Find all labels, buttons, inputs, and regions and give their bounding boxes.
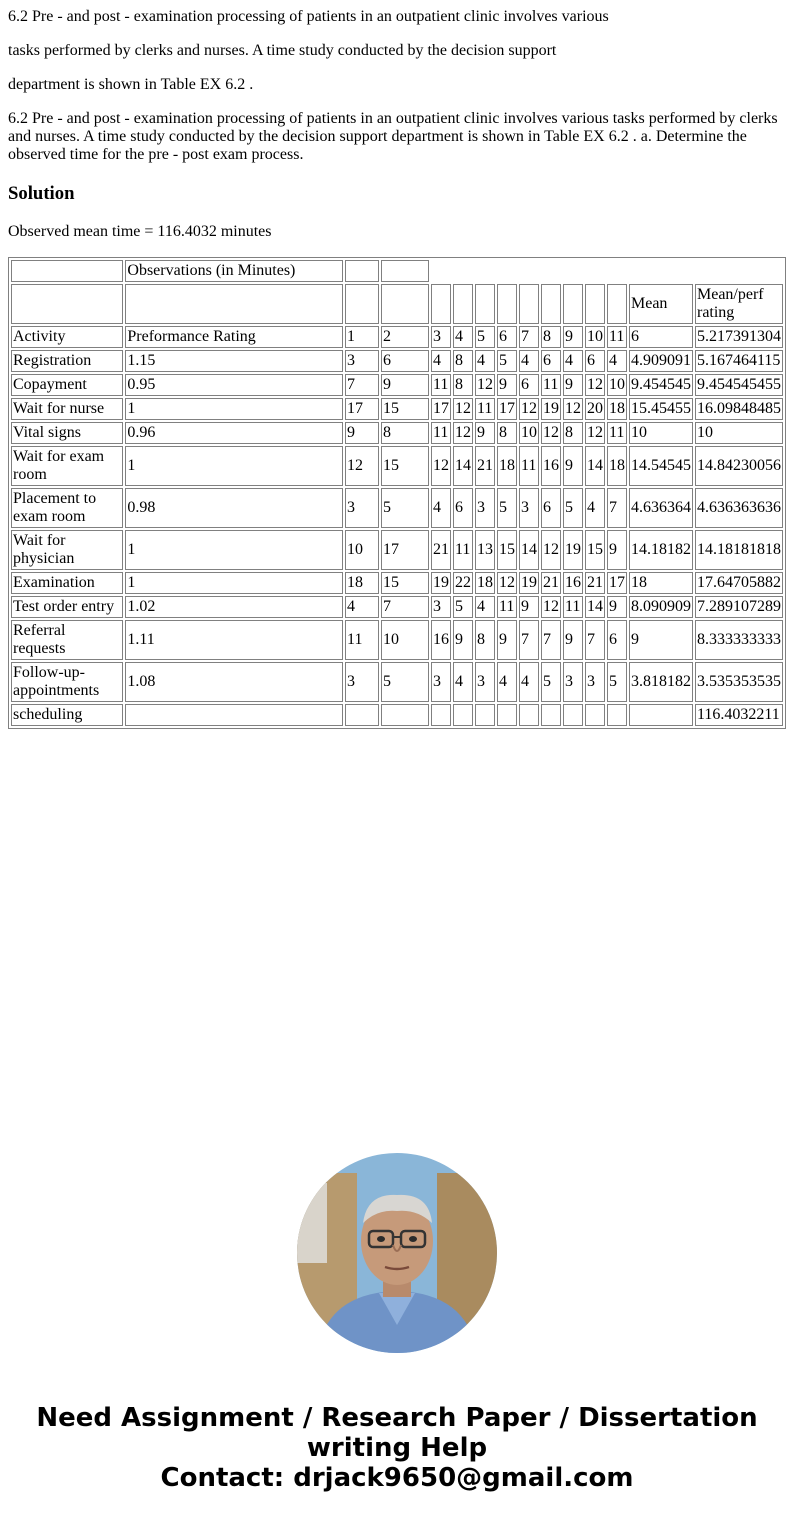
banner-contact: Contact: drjack9650@gmail.com [160, 1463, 634, 1493]
table-cell: 3.535353535 [695, 662, 783, 702]
table-row [11, 620, 783, 660]
table-cell: 12 [563, 398, 583, 420]
table-header-row-1 [11, 260, 783, 282]
table-cell: 7 [541, 620, 561, 660]
table-cell [497, 704, 517, 726]
table-cell: 17 [497, 398, 517, 420]
table-cell [381, 704, 429, 726]
table-cell: 0.96 [125, 422, 343, 444]
table-row [11, 572, 783, 594]
table-cell: 8 [453, 374, 473, 396]
table-row [11, 704, 783, 726]
table-cell: 11 [475, 398, 495, 420]
table-cell: 14.18182 [629, 530, 693, 570]
table-cell: 15 [497, 530, 517, 570]
table-cell: 4 [585, 488, 605, 528]
table-cell: 5 [563, 488, 583, 528]
table-cell: 5 [453, 596, 473, 618]
table-cell: 3 [563, 662, 583, 702]
table-cell: 1 [125, 572, 343, 594]
table-cell: 7 [585, 620, 605, 660]
question-line-3: department is shown in Table EX 6.2 . [8, 76, 254, 93]
table-cell: 18 [497, 446, 517, 486]
table-cell: 16.09848485 [695, 398, 783, 420]
table-cell: 2 [381, 326, 429, 348]
table-cell [431, 704, 451, 726]
table-cell [345, 704, 379, 726]
table-cell: 21 [541, 572, 561, 594]
table-cell: 17 [607, 572, 627, 594]
table-cell: 5.217391304 [695, 326, 783, 348]
table-cell: 19 [541, 398, 561, 420]
table-cell: Wait for nurse [11, 398, 123, 420]
table-cell: 4 [475, 350, 495, 372]
table-cell: 5 [475, 326, 495, 348]
table-cell: 1 [125, 446, 343, 486]
table-cell [475, 704, 495, 726]
table-cell: 11 [607, 326, 627, 348]
table-cell: 12 [345, 446, 379, 486]
table-cell: 9.454545 [629, 374, 693, 396]
table-cell: 11 [431, 422, 451, 444]
table-cell: 5 [497, 350, 517, 372]
table-cell: 4 [475, 596, 495, 618]
table-cell: 1 [125, 398, 343, 420]
table-cell [125, 284, 343, 324]
table-cell: 6 [381, 350, 429, 372]
table-cell: Referral requests [11, 620, 123, 660]
table-cell: 5 [381, 662, 429, 702]
question-line-1: 6.2 Pre - and post - examination processing of patients in an outpatient clinic involves various [8, 8, 609, 25]
table-cell: 9 [497, 374, 517, 396]
table-cell: 12 [431, 446, 451, 486]
table-cell: 15 [381, 398, 429, 420]
table-cell [541, 284, 561, 324]
table-cell: Preformance Rating [125, 326, 343, 348]
table-cell: 9 [519, 596, 539, 618]
table-cell: 15.45455 [629, 398, 693, 420]
table-row [11, 530, 783, 570]
table-cell: Activity [11, 326, 123, 348]
table-cell: 18 [475, 572, 495, 594]
table-cell: 19 [563, 530, 583, 570]
table-cell: Examination [11, 572, 123, 594]
question-full: 6.2 Pre - and post - examination processing of patients in an outpatient clinic involves various tasks performed by clerks and nurses. A time study conducted by the decision support department is shown in Table EX 6.2 . a. Determine the observed time for the pre - post exam process. [8, 110, 778, 163]
table-cell: 4 [431, 488, 451, 528]
table-cell: 17 [381, 530, 429, 570]
table-cell: 1.08 [125, 662, 343, 702]
table-cell: 7.289107289 [695, 596, 783, 618]
table-row [11, 398, 783, 420]
table-cell: 1.02 [125, 596, 343, 618]
table-cell: 4 [345, 596, 379, 618]
table-cell: 9 [563, 446, 583, 486]
author-portrait-image [297, 1153, 497, 1353]
table-cell: 8.090909 [629, 596, 693, 618]
table-cell: 15 [381, 446, 429, 486]
banner-line-2: writing Help [306, 1433, 488, 1463]
table-cell: 3 [431, 596, 451, 618]
table-cell: 9 [475, 422, 495, 444]
table-cell: 21 [475, 446, 495, 486]
table-cell [381, 284, 429, 324]
table-cell [381, 260, 429, 282]
observations-header: Observations (in Minutes) [125, 260, 343, 282]
table-cell: 5 [541, 662, 561, 702]
table-cell: 11 [431, 374, 451, 396]
table-cell [519, 704, 539, 726]
table-cell: 9 [563, 326, 583, 348]
table-cell: 12 [475, 374, 495, 396]
table-cell: 3 [345, 662, 379, 702]
table-row [11, 350, 783, 372]
observations-table [8, 257, 786, 729]
table-cell: 9 [345, 422, 379, 444]
table-cell [563, 704, 583, 726]
table-cell: 11 [607, 422, 627, 444]
table-cell [453, 704, 473, 726]
table-cell [431, 284, 451, 324]
table-cell [607, 284, 627, 324]
table-cell: 6 [607, 620, 627, 660]
table-cell: Wait for physician [11, 530, 123, 570]
table-cell: 1.15 [125, 350, 343, 372]
table-cell: 22 [453, 572, 473, 594]
table-cell: 14.84230056 [695, 446, 783, 486]
table-cell: 8 [475, 620, 495, 660]
table-cell: 6 [519, 374, 539, 396]
table-cell: 4 [453, 326, 473, 348]
table-row [11, 488, 783, 528]
table-cell: 7 [345, 374, 379, 396]
table-cell: Follow-up-appointments [11, 662, 123, 702]
table-cell: 7 [519, 326, 539, 348]
table-cell: 0.95 [125, 374, 343, 396]
table-cell: 8 [563, 422, 583, 444]
table-cell: Vital signs [11, 422, 123, 444]
table-header-row-2 [11, 284, 783, 324]
question-line-2: tasks performed by clerks and nurses. A time study conducted by the decision support [8, 42, 557, 59]
table-cell: 7 [519, 620, 539, 660]
table-cell: 8 [453, 350, 473, 372]
table-cell [563, 284, 583, 324]
table-cell: 16 [563, 572, 583, 594]
table-cell: 4 [453, 662, 473, 702]
table-cell: 3.818182 [629, 662, 693, 702]
table-cell: Registration [11, 350, 123, 372]
table-cell: 8 [541, 326, 561, 348]
table-cell: 14 [453, 446, 473, 486]
table-row [11, 596, 783, 618]
table-cell [541, 704, 561, 726]
table-cell: 16 [541, 446, 561, 486]
mean-header: Mean [629, 284, 693, 324]
table-cell: 10 [381, 620, 429, 660]
table-cell: 9.454545455 [695, 374, 783, 396]
table-cell: 4.636364 [629, 488, 693, 528]
table-cell: 3 [585, 662, 605, 702]
table-cell: 15 [585, 530, 605, 570]
table-cell: 12 [541, 422, 561, 444]
table-cell: 16 [431, 620, 451, 660]
table-cell: 18 [345, 572, 379, 594]
table-cell: 13 [475, 530, 495, 570]
table-cell: 10 [585, 326, 605, 348]
table-cell [629, 704, 693, 726]
table-cell: Placement to exam room [11, 488, 123, 528]
table-cell [607, 704, 627, 726]
table-row [11, 326, 783, 348]
table-cell-empty [431, 260, 783, 282]
table-cell: Test order entry [11, 596, 123, 618]
table-cell: 9 [497, 620, 517, 660]
table-cell: 8.333333333 [695, 620, 783, 660]
table-cell: 4 [519, 350, 539, 372]
table-cell: 5.167464115 [695, 350, 783, 372]
table-cell: 6 [453, 488, 473, 528]
table-cell: 4 [563, 350, 583, 372]
table-cell: 10 [695, 422, 783, 444]
table-cell: 18 [629, 572, 693, 594]
table-cell: Wait for exam room [11, 446, 123, 486]
table-cell: 1 [125, 530, 343, 570]
solution-heading: Solution [8, 183, 75, 204]
table-cell: 12 [541, 596, 561, 618]
table-cell: 17.64705882 [695, 572, 783, 594]
table-cell: 21 [585, 572, 605, 594]
table-cell: 11 [497, 596, 517, 618]
table-cell: 19 [431, 572, 451, 594]
table-cell: 6 [629, 326, 693, 348]
table-cell: 17 [431, 398, 451, 420]
table-row [11, 446, 783, 486]
table-cell [497, 284, 517, 324]
table-cell: 9 [453, 620, 473, 660]
table-row [11, 422, 783, 444]
table-cell: 6 [497, 326, 517, 348]
table-row [11, 662, 783, 702]
solution-summary: Observed mean time = 116.4032 minutes [8, 223, 272, 240]
table-cell: 9 [563, 620, 583, 660]
table-cell: 14 [519, 530, 539, 570]
table-cell: 9 [607, 596, 627, 618]
table-cell: 3 [431, 326, 451, 348]
table-cell: 6 [541, 350, 561, 372]
table-cell: 11 [453, 530, 473, 570]
table-cell: 5 [497, 488, 517, 528]
table-cell [345, 260, 379, 282]
table-cell: 18 [607, 398, 627, 420]
table-cell: 1.11 [125, 620, 343, 660]
table-cell: 14.54545 [629, 446, 693, 486]
table-cell: 7 [607, 488, 627, 528]
table-cell: 4.636363636 [695, 488, 783, 528]
table-cell: 8 [497, 422, 517, 444]
table-cell: 21 [431, 530, 451, 570]
author-photo [297, 1153, 497, 1353]
table-cell: 9 [629, 620, 693, 660]
table-cell: 4 [607, 350, 627, 372]
table-cell: 10 [607, 374, 627, 396]
table-cell: 8 [381, 422, 429, 444]
table-cell: 0.98 [125, 488, 343, 528]
table-cell: 3 [345, 350, 379, 372]
table-cell [11, 260, 123, 282]
table-cell [519, 284, 539, 324]
table-row [11, 374, 783, 396]
table-cell: 4.909091 [629, 350, 693, 372]
table-cell [585, 704, 605, 726]
table-cell: 12 [585, 374, 605, 396]
table-cell: 7 [381, 596, 429, 618]
table-cell: 14 [585, 446, 605, 486]
table-cell: 4 [431, 350, 451, 372]
table-cell: 3 [475, 662, 495, 702]
table-cell [125, 704, 343, 726]
table-cell: 3 [345, 488, 379, 528]
table-cell [475, 284, 495, 324]
table-cell: 10 [345, 530, 379, 570]
table-cell: 3 [519, 488, 539, 528]
table-cell: 12 [497, 572, 517, 594]
table-cell: 10 [519, 422, 539, 444]
table-cell: 11 [345, 620, 379, 660]
table-cell: 3 [431, 662, 451, 702]
table-cell: 6 [541, 488, 561, 528]
table-cell: 12 [541, 530, 561, 570]
table-cell: 12 [453, 422, 473, 444]
table-cell [453, 284, 473, 324]
table-cell: 12 [453, 398, 473, 420]
table-cell [585, 284, 605, 324]
table-cell: 9 [381, 374, 429, 396]
table-cell: 11 [519, 446, 539, 486]
table-cell: 10 [629, 422, 693, 444]
table-cell: 11 [563, 596, 583, 618]
table-cell: 12 [519, 398, 539, 420]
table-cell: 116.4032211 [695, 704, 783, 726]
table-cell: 9 [607, 530, 627, 570]
table-cell: 3 [475, 488, 495, 528]
table-cell [11, 284, 123, 324]
promo-banner [0, 1403, 794, 1493]
table-cell: 20 [585, 398, 605, 420]
table-cell: Copayment [11, 374, 123, 396]
mean-perf-header: Mean/perf rating [695, 284, 783, 324]
table-cell: 17 [345, 398, 379, 420]
table-cell: 14 [585, 596, 605, 618]
table-cell: 19 [519, 572, 539, 594]
table-cell: 5 [607, 662, 627, 702]
table-cell: scheduling [11, 704, 123, 726]
table-cell: 18 [607, 446, 627, 486]
banner-line-1: Need Assignment / Research Paper / Dissertation [36, 1403, 758, 1433]
table-cell: 4 [519, 662, 539, 702]
table-cell: 1 [345, 326, 379, 348]
table-cell [345, 284, 379, 324]
table-cell: 11 [541, 374, 561, 396]
table-cell: 5 [381, 488, 429, 528]
table-cell: 12 [585, 422, 605, 444]
table-cell: 15 [381, 572, 429, 594]
table-cell: 6 [585, 350, 605, 372]
table-cell: 9 [563, 374, 583, 396]
table-cell: 4 [497, 662, 517, 702]
table-cell: 14.18181818 [695, 530, 783, 570]
